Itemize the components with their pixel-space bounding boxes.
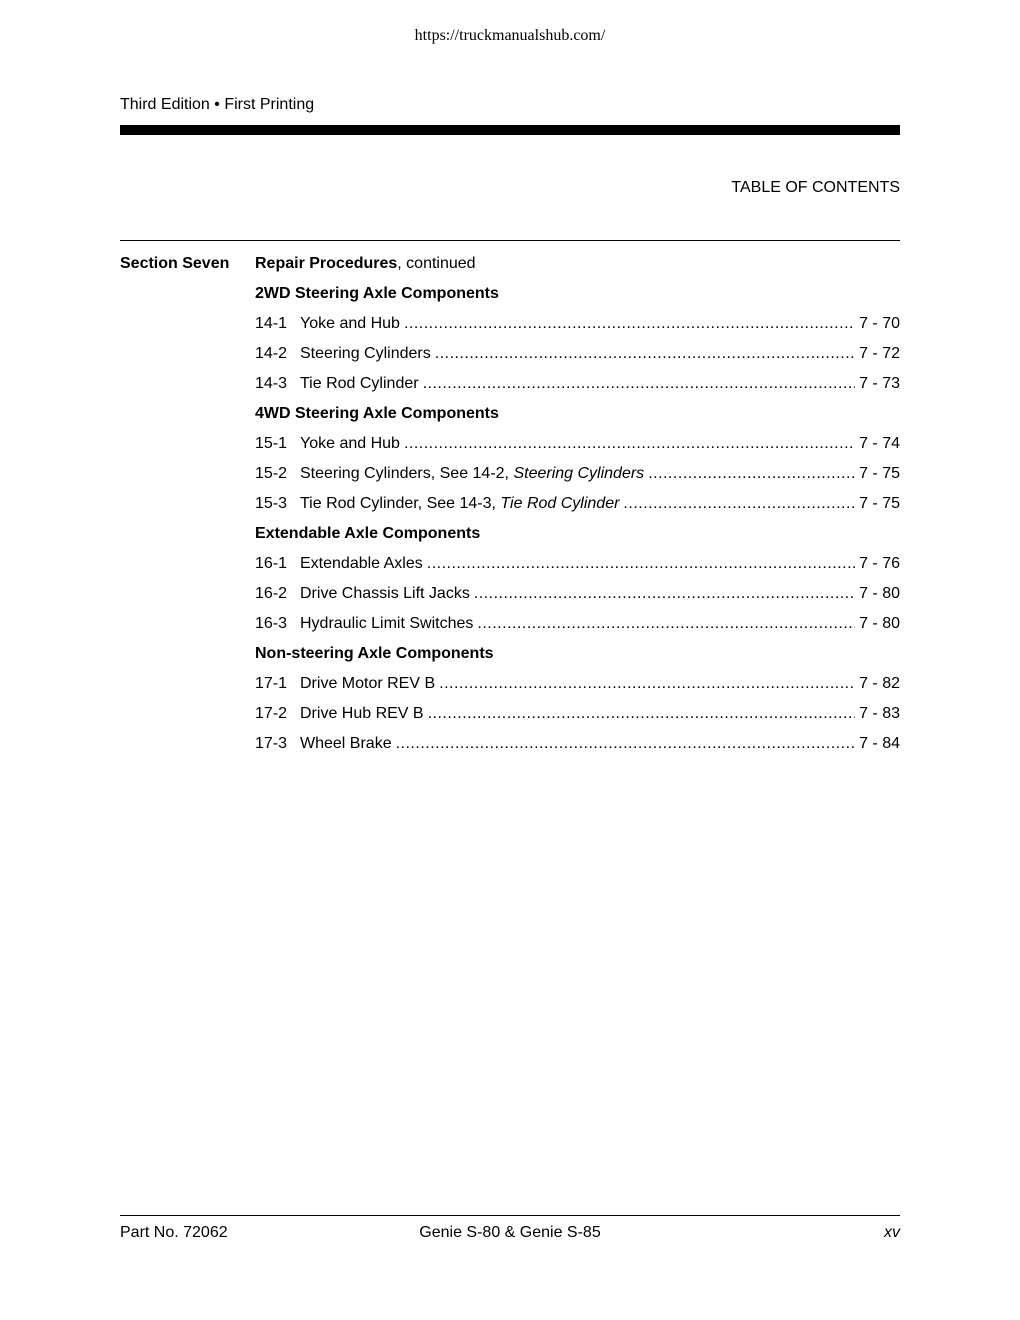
page-number: xv <box>884 1224 900 1241</box>
toc-entry-number: 15-1 <box>255 435 288 452</box>
toc-entry-title-text: Drive Hub REV B <box>300 705 424 722</box>
toc-entry-page: 7 - 76 <box>859 555 900 572</box>
toc-entry-title-text: Extendable Axles <box>300 555 423 572</box>
dot-leader <box>477 609 855 639</box>
toc-entry-page: 7 - 73 <box>859 375 900 392</box>
toc-entry[interactable] <box>255 549 900 579</box>
toc-entry-title-reference: Steering Cylinders <box>513 465 645 482</box>
toc-entry[interactable] <box>255 699 900 729</box>
toc-entry-number: 17-1 <box>255 675 288 692</box>
toc-entry[interactable] <box>255 609 900 639</box>
toc-entry-page: 7 - 70 <box>859 315 900 332</box>
toc-entry-number: 15-2 <box>255 465 288 482</box>
model-name: Genie S-80 & Genie S-85 <box>419 1224 601 1241</box>
toc-group-heading: Non-steering Axle Components <box>255 645 494 662</box>
toc-entry-title-text: Tie Rod Cylinder <box>300 375 419 392</box>
section-divider <box>120 240 900 241</box>
edition-label: Third Edition • First Printing <box>120 96 315 113</box>
section-title-suffix: , continued <box>397 255 476 272</box>
toc-group-heading: 4WD Steering Axle Components <box>255 405 499 422</box>
header-rule <box>120 125 900 135</box>
toc-entry[interactable] <box>255 579 900 609</box>
toc-entry[interactable] <box>255 729 900 759</box>
dot-leader <box>404 429 855 459</box>
toc-entry-title <box>300 459 644 489</box>
toc-entry-number: 17-2 <box>255 705 288 722</box>
toc-entry[interactable] <box>255 669 900 699</box>
dot-leader <box>428 699 855 729</box>
toc-entry[interactable] <box>255 309 900 339</box>
toc-entry-title <box>300 579 470 609</box>
source-url: https://truckmanualshub.com/ <box>414 27 606 44</box>
toc-entry-title <box>300 699 424 729</box>
toc-entry-title-text: Steering Cylinders, See 14-2, <box>300 465 514 482</box>
toc-entry-page: 7 - 80 <box>859 585 900 602</box>
dot-leader <box>423 369 856 399</box>
toc-entry[interactable] <box>255 369 900 399</box>
toc-entry-page: 7 - 84 <box>859 735 900 752</box>
dot-leader <box>404 309 855 339</box>
toc-entry-title-reference: Tie Rod Cylinder <box>500 495 620 512</box>
page-title: TABLE OF CONTENTS <box>731 179 900 196</box>
toc-entry-page: 7 - 83 <box>859 705 900 722</box>
toc-group-heading: 2WD Steering Axle Components <box>255 285 499 302</box>
toc-entry-page: 7 - 75 <box>859 495 900 512</box>
toc-entry[interactable] <box>255 489 900 519</box>
toc-entry-title-text: Yoke and Hub <box>300 435 400 452</box>
toc-entry-title <box>300 309 400 339</box>
toc-entry-number: 16-3 <box>255 615 288 632</box>
toc-entry-number: 14-2 <box>255 345 288 362</box>
dot-leader <box>623 489 855 519</box>
toc-entry-number: 16-2 <box>255 585 288 602</box>
toc-entry-page: 7 - 75 <box>859 465 900 482</box>
toc-entry-title-text: Hydraulic Limit Switches <box>300 615 474 632</box>
dot-leader <box>396 729 855 759</box>
toc-groups <box>255 279 900 759</box>
toc-entry-title <box>300 429 400 459</box>
toc-entry-title-text: Wheel Brake <box>300 735 392 752</box>
toc-entry-page: 7 - 74 <box>859 435 900 452</box>
dot-leader <box>427 549 855 579</box>
toc-entry-title-text: Yoke and Hub <box>300 315 400 332</box>
toc-entry-number: 14-3 <box>255 375 288 392</box>
table-of-contents <box>255 249 900 759</box>
footer-rule <box>120 1215 900 1216</box>
toc-group-heading: Extendable Axle Components <box>255 525 481 542</box>
section-heading <box>255 249 900 279</box>
toc-entry-title <box>300 669 435 699</box>
toc-entry-title-text: Drive Chassis Lift Jacks <box>300 585 470 602</box>
section-label: Section Seven <box>120 255 230 272</box>
toc-entry-title-text: Steering Cylinders <box>300 345 431 362</box>
toc-entry-title <box>300 339 431 369</box>
dot-leader <box>648 459 855 489</box>
toc-entry-title <box>300 729 392 759</box>
section-title: Repair Procedures <box>255 255 398 272</box>
toc-entry-number: 17-3 <box>255 735 288 752</box>
toc-entry-number: 16-1 <box>255 555 288 572</box>
toc-entry[interactable] <box>255 429 900 459</box>
toc-entry[interactable] <box>255 339 900 369</box>
toc-entry-title <box>300 369 419 399</box>
toc-entry-number: 15-3 <box>255 495 288 512</box>
toc-entry-title <box>300 609 473 639</box>
toc-entry-number: 14-1 <box>255 315 288 332</box>
dot-leader <box>474 579 855 609</box>
toc-entry[interactable] <box>255 459 900 489</box>
toc-entry-page: 7 - 80 <box>859 615 900 632</box>
dot-leader <box>439 669 855 699</box>
toc-entry-title-text: Tie Rod Cylinder, See 14-3, <box>300 495 501 512</box>
toc-entry-title <box>300 489 619 519</box>
toc-entry-page: 7 - 82 <box>859 675 900 692</box>
toc-entry-title-text: Drive Motor REV B <box>300 675 436 692</box>
toc-entry-title <box>300 549 423 579</box>
toc-entry-page: 7 - 72 <box>859 345 900 362</box>
part-number: Part No. 72062 <box>120 1224 228 1241</box>
dot-leader <box>435 339 855 369</box>
